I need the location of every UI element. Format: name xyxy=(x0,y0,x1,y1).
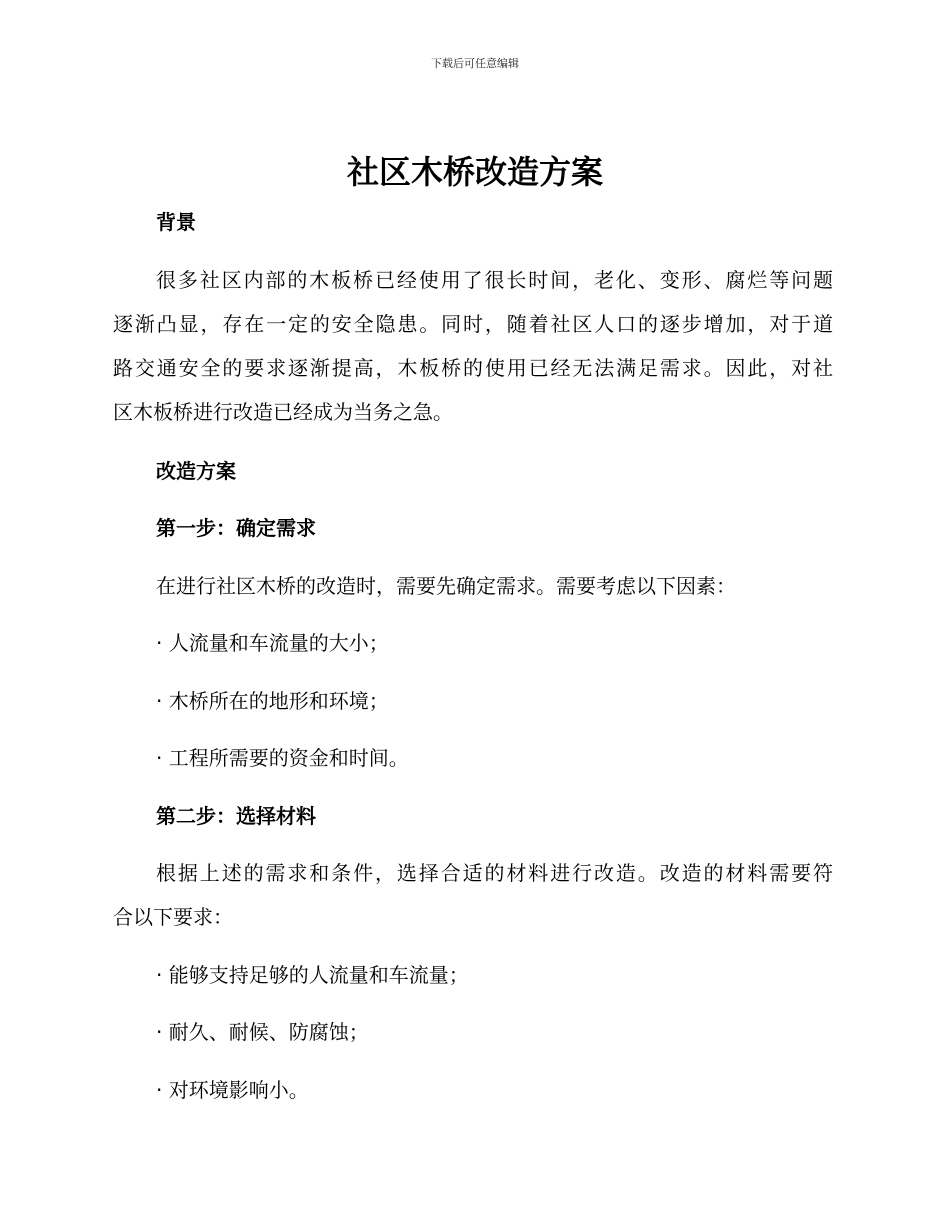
step1-heading: 第一步：确定需求 xyxy=(156,516,316,540)
background-paragraph-line: 路交通安全的要求逐渐提高，木板桥的使用已经无法满足需求。因此，对社 xyxy=(113,356,833,380)
plan-heading: 改造方案 xyxy=(156,459,236,483)
background-heading: 背景 xyxy=(156,210,196,234)
list-item: · 工程所需要的资金和时间。 xyxy=(156,746,409,770)
list-item: · 人流量和车流量的大小； xyxy=(156,631,389,655)
list-item: · 能够支持足够的人流量和车流量； xyxy=(156,963,469,987)
list-item: · 木桥所在的地形和环境； xyxy=(156,689,389,713)
header-note: 下载后可任意编辑 xyxy=(431,57,519,70)
background-paragraph-line: 区木板桥进行改造已经成为当务之急。 xyxy=(113,400,453,424)
step1-intro: 在进行社区木桥的改造时，需要先确定需求。需要考虑以下因素： xyxy=(156,574,736,598)
step2-intro-line: 根据上述的需求和条件，选择合适的材料进行改造。改造的材料需要符 xyxy=(156,861,833,885)
list-item: · 耐久、耐候、防腐蚀； xyxy=(156,1020,369,1044)
document-title: 社区木桥改造方案 xyxy=(346,153,603,191)
background-paragraph-line: 很多社区内部的木板桥已经使用了很长时间，老化、变形、腐烂等问题 xyxy=(156,268,833,292)
step2-intro-line: 合以下要求： xyxy=(113,905,233,929)
list-item: · 对环境影响小。 xyxy=(156,1078,309,1102)
step2-heading: 第二步：选择材料 xyxy=(156,804,316,828)
background-paragraph-line: 逐渐凸显，存在一定的安全隐患。同时，随着社区人口的逐步增加，对于道 xyxy=(113,312,833,336)
